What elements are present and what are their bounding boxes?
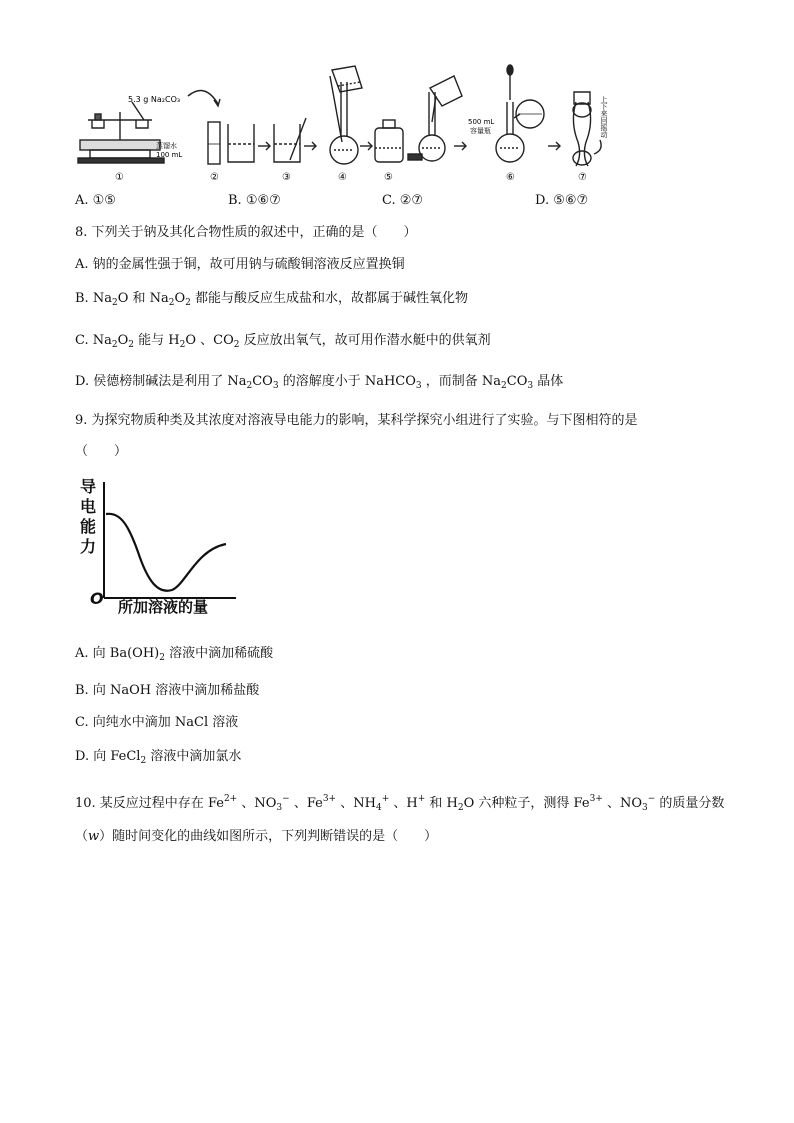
flask-name-label: 容量瓶 (470, 127, 491, 135)
y-label-char-3: 能 (80, 517, 97, 536)
q9-option-d: D. 向 FeCl$_2$ 溶液中滴加氯水 (75, 749, 242, 766)
q9-option-b: B. 向 NaOH 溶液中滴加稀盐酸 (75, 683, 260, 698)
q9-option-c: C. 向纯水中滴加 NaCl 溶液 (75, 715, 239, 730)
q9-option-a: A. 向 $Ba(OH)_2$ 溶液中滴加稀硫酸 (75, 646, 274, 663)
water-label-2: 100 mL (156, 151, 183, 159)
flask-volume-label: 500 mL (468, 118, 495, 126)
q8-option-b: B. $Na_2O$ 和 $Na_2O_2$ 都能与酸反应生成盐和水，故都属于碱性氧化物 (75, 291, 469, 308)
step-3: ③ (282, 172, 291, 183)
q7-option-c: C. ②⑦ (382, 193, 424, 208)
step-2: ② (210, 172, 219, 183)
conductivity-graph (76, 472, 256, 622)
q8-option-c: C. $Na_2O_2$ 能与 $H_2O$ 、$CO_2$ 反应放出氧气，故可用作潜水艇中的供氧剂 (75, 333, 491, 350)
shake-label (600, 95, 608, 139)
q8-option-d: D. 侯德榜制碱法是利用了 $Na_2CO_3$ 的溶解度小于 NaHCO$_3$ ，而制备 $Na_2CO_3$ 晶体 (75, 374, 564, 391)
y-label-char-4: 力 (80, 537, 97, 556)
q7-option-d: D. ⑤⑥⑦ (535, 193, 589, 208)
q10-stem-line-2: （w）随时间变化的曲线如图所示，下列判断错误的是（ ） (75, 829, 438, 844)
q9-stem: 9. 为探究物质种类及其浓度对溶液导电能力的影响，某科学探究小组进行了实验。与下图相符的是 (75, 413, 638, 428)
y-label-char-1: 导 (80, 477, 97, 496)
q8-option-a: A. 钠的金属性强于铜，故可用钠与硫酸铜溶液反应置换铜 (75, 257, 405, 272)
step-6: ⑥ (506, 172, 515, 183)
step-1: ① (115, 172, 124, 183)
x-axis-label: 所加溶液的量 (118, 598, 209, 616)
origin-label: O (90, 589, 104, 608)
conductivity-curve (106, 514, 226, 591)
step-4: ④ (338, 172, 347, 183)
water-label-1: 蒸馏水 (156, 142, 177, 150)
q10-stem-line-1: 10. 某反应过程中存在 $Fe^{2+}$ 、$NO_3^-$ 、$Fe^{3+}$ 、$NH_4^+$ 、H+ 和 $H_2O$ 六种粒子，测得 $Fe^{3+}$ 、$NO_3^-$ 的质量分数 (75, 794, 725, 813)
step-7: ⑦ (578, 172, 587, 183)
step-5: ⑤ (384, 172, 393, 183)
q7-option-b: B. ①⑥⑦ (228, 193, 281, 208)
solution-prep-apparatus-figure (70, 62, 630, 190)
mass-label: 5.3 g Na₂CO₃ (128, 95, 181, 104)
q8-stem: 8. 下列关于钠及其化合物性质的叙述中，正确的是（ ） (75, 225, 417, 240)
q7-option-a: A. ①⑤ (75, 193, 116, 208)
q9-answer-paren: （ ） (75, 444, 128, 459)
y-label-char-2: 电 (80, 497, 97, 516)
svg-text:上下来回摇动: 上下来回摇动 (600, 96, 608, 138)
balance-icon (78, 102, 164, 163)
